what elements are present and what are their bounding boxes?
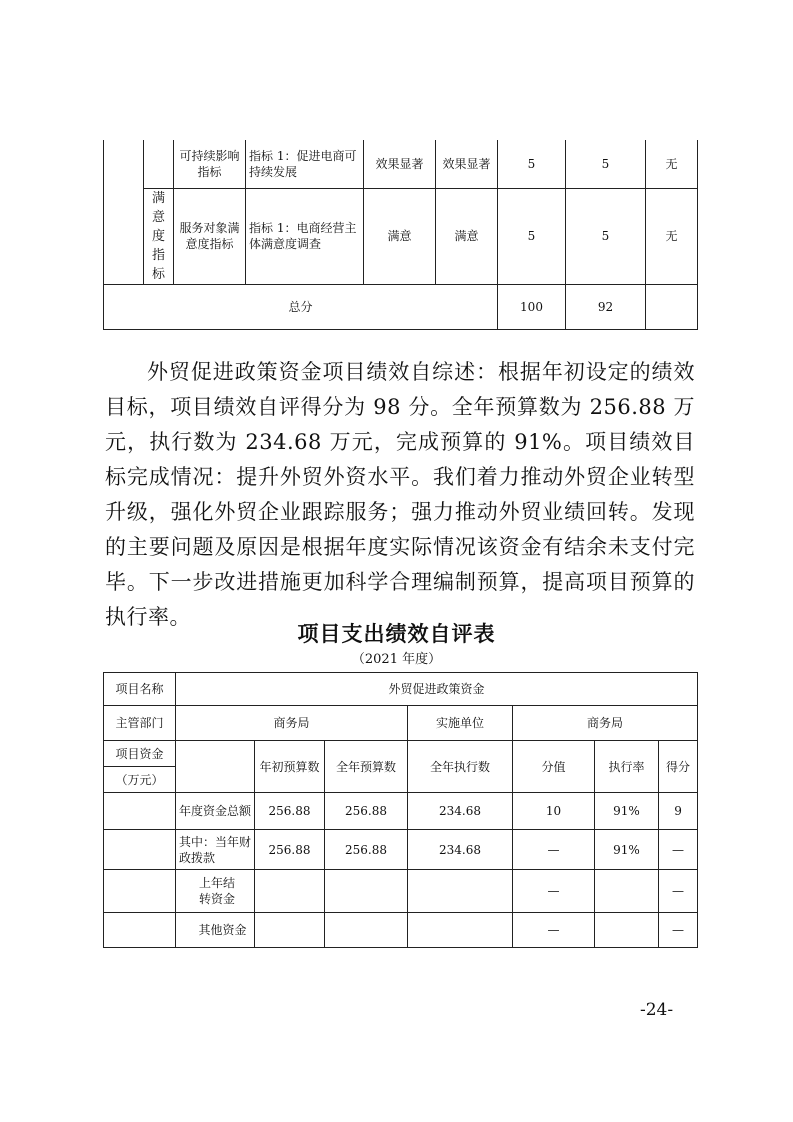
empty-cell (104, 830, 176, 870)
level1-indicator: 满意度指标 (144, 188, 174, 284)
table-header-row (104, 741, 698, 767)
indicator-name: 指标 1：电商经营主体满意度调查 (246, 188, 364, 284)
score-value: 5 (566, 140, 646, 188)
weight: — (513, 830, 595, 870)
score: — (659, 830, 698, 870)
row-label: 其他资金 (176, 913, 255, 948)
project-name-label: 项目名称 (104, 673, 176, 706)
funds-unit-label: （万元） (104, 767, 176, 793)
total-weight: 100 (498, 284, 566, 329)
header-exec-rate: 执行率 (595, 741, 659, 793)
funds-label: 项目资金 (104, 741, 176, 767)
empty-cell (144, 140, 174, 188)
score: — (659, 913, 698, 948)
initial-budget (255, 913, 325, 948)
target-value: 效果显著 (364, 140, 436, 188)
dept-label: 主管部门 (104, 706, 176, 741)
project-name: 外贸促进政策资金 (176, 673, 698, 706)
exec-rate: 91% (595, 793, 659, 830)
initial-budget: 256.88 (255, 793, 325, 830)
header-execution: 全年执行数 (408, 741, 513, 793)
self-evaluation-table (103, 672, 698, 948)
initial-budget: 256.88 (255, 830, 325, 870)
table-row (104, 140, 698, 188)
indicator-name: 指标 1：促进电商可持续发展 (246, 140, 364, 188)
score: 9 (659, 793, 698, 830)
exec-rate (595, 870, 659, 913)
exec-rate: 91% (595, 830, 659, 870)
header-initial-budget: 年初预算数 (255, 741, 325, 793)
empty-cell (104, 913, 176, 948)
table-row (104, 830, 698, 870)
execution: 234.68 (408, 793, 513, 830)
empty-cell (176, 741, 255, 793)
score: — (659, 870, 698, 913)
annual-budget: 256.88 (325, 830, 408, 870)
row-label: 年度资金总额 (176, 793, 255, 830)
table-row (104, 913, 698, 948)
header-annual-budget: 全年预算数 (325, 741, 408, 793)
total-row (104, 284, 698, 329)
total-label: 总分 (104, 284, 498, 329)
initial-budget (255, 870, 325, 913)
dept-value: 商务局 (176, 706, 408, 741)
score-value: 5 (566, 188, 646, 284)
table-subtitle: （2021 年度） (351, 652, 442, 667)
table-row (104, 673, 698, 706)
empty-cell (104, 793, 176, 830)
summary-paragraph: 外贸促进政策资金项目绩效自综述：根据年初设定的绩效目标，项目绩效自评得分为 98 分。全年预算数为 256.88 万元，执行数为 234.68 万元，完成预算的 91%。项目绩效目标完成情况：提升外贸外资水平。我们着力推动外贸企业转型升级，强化外贸企业跟踪服务；强力推动外贸业绩回转。发现的主要问题及原因是根据年度实际情况该资金有结余未支付完毕。下一步改进措施更加科学合理编制预算，提高项目预算的执行率。 (105, 360, 695, 629)
empty-cell (104, 140, 144, 284)
header-score: 得分 (659, 741, 698, 793)
annual-budget (325, 870, 408, 913)
execution (408, 870, 513, 913)
indicator-table (103, 140, 698, 330)
table-row (104, 870, 698, 913)
annual-budget (325, 913, 408, 948)
weight: — (513, 913, 595, 948)
actual-value: 满意 (436, 188, 498, 284)
total-score: 92 (566, 284, 646, 329)
table-title: 项目支出绩效自评表 (297, 621, 496, 646)
note-value: 无 (646, 188, 698, 284)
exec-rate (595, 913, 659, 948)
execution (408, 913, 513, 948)
table-row (104, 793, 698, 830)
total-note (646, 284, 698, 329)
level2-indicator: 可持续影响指标 (174, 140, 246, 188)
annual-budget: 256.88 (325, 793, 408, 830)
impl-value: 商务局 (513, 706, 698, 741)
impl-label: 实施单位 (408, 706, 513, 741)
table-row (104, 188, 698, 284)
actual-value: 效果显著 (436, 140, 498, 188)
weight-value: 5 (498, 140, 566, 188)
page-number: -24- (640, 1000, 674, 1020)
weight-value: 5 (498, 188, 566, 284)
execution: 234.68 (408, 830, 513, 870)
empty-cell (104, 870, 176, 913)
header-weight: 分值 (513, 741, 595, 793)
row-label: 其中：当年财政拨款 (176, 830, 255, 870)
target-value: 满意 (364, 188, 436, 284)
row-label: 上年结转资金 (176, 870, 255, 913)
level2-indicator: 服务对象满意度指标 (174, 188, 246, 284)
table-row (104, 706, 698, 741)
weight: 10 (513, 793, 595, 830)
note-value: 无 (646, 140, 698, 188)
weight: — (513, 870, 595, 913)
